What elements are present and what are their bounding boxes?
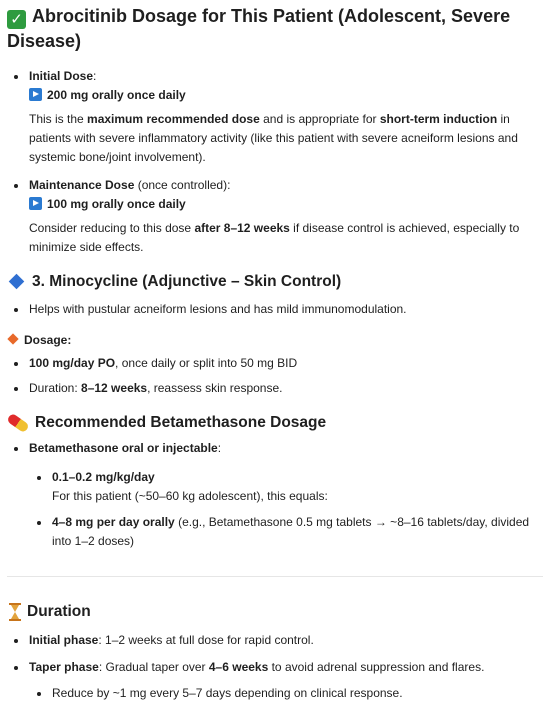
text-bold: maximum recommended dose	[87, 112, 260, 127]
text: (once controlled):	[134, 178, 231, 193]
text-bold: 8–12 weeks	[81, 381, 148, 396]
text: : Gradual taper over	[98, 659, 209, 674]
text-bold: after 8–12 weeks	[194, 221, 290, 236]
text: Duration:	[29, 381, 82, 396]
list-item-initial-dose	[7, 67, 543, 166]
initial-dose-label: Initial Dose	[29, 69, 94, 84]
hourglass-icon	[9, 603, 21, 621]
text-bold: 4–8 mg per day orally	[52, 515, 175, 530]
duration-list	[7, 631, 543, 703]
section-title: Recommended Betamethasone Dosage	[35, 413, 327, 431]
section-betamethasone-heading	[7, 412, 543, 434]
text: , once daily or split into 50 mg BID	[115, 355, 298, 370]
text-bold: Initial phase	[29, 633, 99, 648]
section-title: Abrocitinib Dosage for This Patient (Adolescent, Severe Disease)	[7, 6, 511, 51]
list-item	[7, 439, 543, 550]
list-item	[7, 468, 543, 505]
section-minocycline-heading	[7, 271, 543, 293]
maintenance-dose-label: Maintenance Dose	[29, 178, 135, 193]
check-mark-icon: ✓	[7, 10, 26, 29]
text-bold: Taper phase	[29, 659, 99, 674]
text: and is appropriate for	[259, 112, 380, 127]
list-item	[7, 658, 543, 703]
list-item	[7, 354, 543, 373]
text: This is the	[29, 112, 88, 127]
list-item	[7, 513, 543, 550]
text: :	[217, 441, 222, 456]
text: , reassess skin response.	[147, 381, 283, 396]
maintenance-dose-explanation	[29, 219, 543, 256]
text-bold: 4–6 weeks	[208, 659, 269, 674]
list-item	[7, 379, 543, 398]
text: Dosage:	[24, 332, 72, 347]
section-title: 3. Minocycline (Adjunctive – Skin Control)	[32, 272, 342, 290]
text-bold: 0.1–0.2 mg/kg/day	[52, 469, 155, 484]
maintenance-dose-value: 100 mg orally once daily	[47, 196, 186, 211]
dosage-label	[7, 331, 543, 350]
list-item: Reduce by ~1 mg every 5–7 days depending on clinical response.	[7, 684, 543, 703]
list-item-maintenance-dose	[7, 176, 543, 256]
text-bold: 100 mg/day PO	[29, 355, 116, 370]
blue-diamond-icon	[9, 274, 25, 290]
initial-dose-explanation	[29, 110, 543, 166]
section-abrocitinib-heading	[7, 4, 543, 53]
initial-dose-value: 200 mg orally once daily	[47, 87, 186, 102]
text-bold: short-term induction	[379, 112, 498, 127]
list-item: Helps with pustular acneiform lesions and has mild immunomodulation.	[7, 300, 543, 319]
abrocitinib-list	[7, 67, 543, 256]
text: to avoid adrenal suppression and flares.	[268, 659, 485, 674]
minocycline-dosage-list	[7, 354, 543, 398]
taper-sublist	[7, 684, 543, 703]
text-bold: Betamethasone oral or injectable	[29, 441, 218, 456]
betamethasone-sublist	[7, 468, 543, 550]
colon: :	[93, 69, 97, 84]
text: Consider reducing to this dose	[29, 221, 195, 236]
play-button-icon	[29, 88, 42, 101]
text: : 1–2 weeks at full dose for rapid control.	[98, 633, 314, 648]
pill-icon	[6, 412, 30, 433]
text: (e.g., Betamethasone 0.5 mg tablets → ~8–16 tablets/day, divided into 1–2 doses)	[52, 515, 530, 548]
play-button-icon	[29, 197, 42, 210]
text: For this patient (~50–60 kg adolescent), this equals:	[52, 488, 328, 503]
text: in patients with severe inflammatory activity (like this patient with severe acneiform lesions and systemic bone/joint involvement).	[29, 112, 518, 164]
section-duration-heading	[7, 601, 543, 623]
divider	[7, 576, 543, 577]
section-title: Duration	[27, 603, 91, 621]
text: if disease control is achieved, especially to minimize side effects.	[29, 221, 520, 255]
list-item	[7, 631, 543, 650]
orange-diamond-icon	[7, 333, 18, 344]
minocycline-list	[7, 300, 543, 319]
betamethasone-list	[7, 439, 543, 550]
